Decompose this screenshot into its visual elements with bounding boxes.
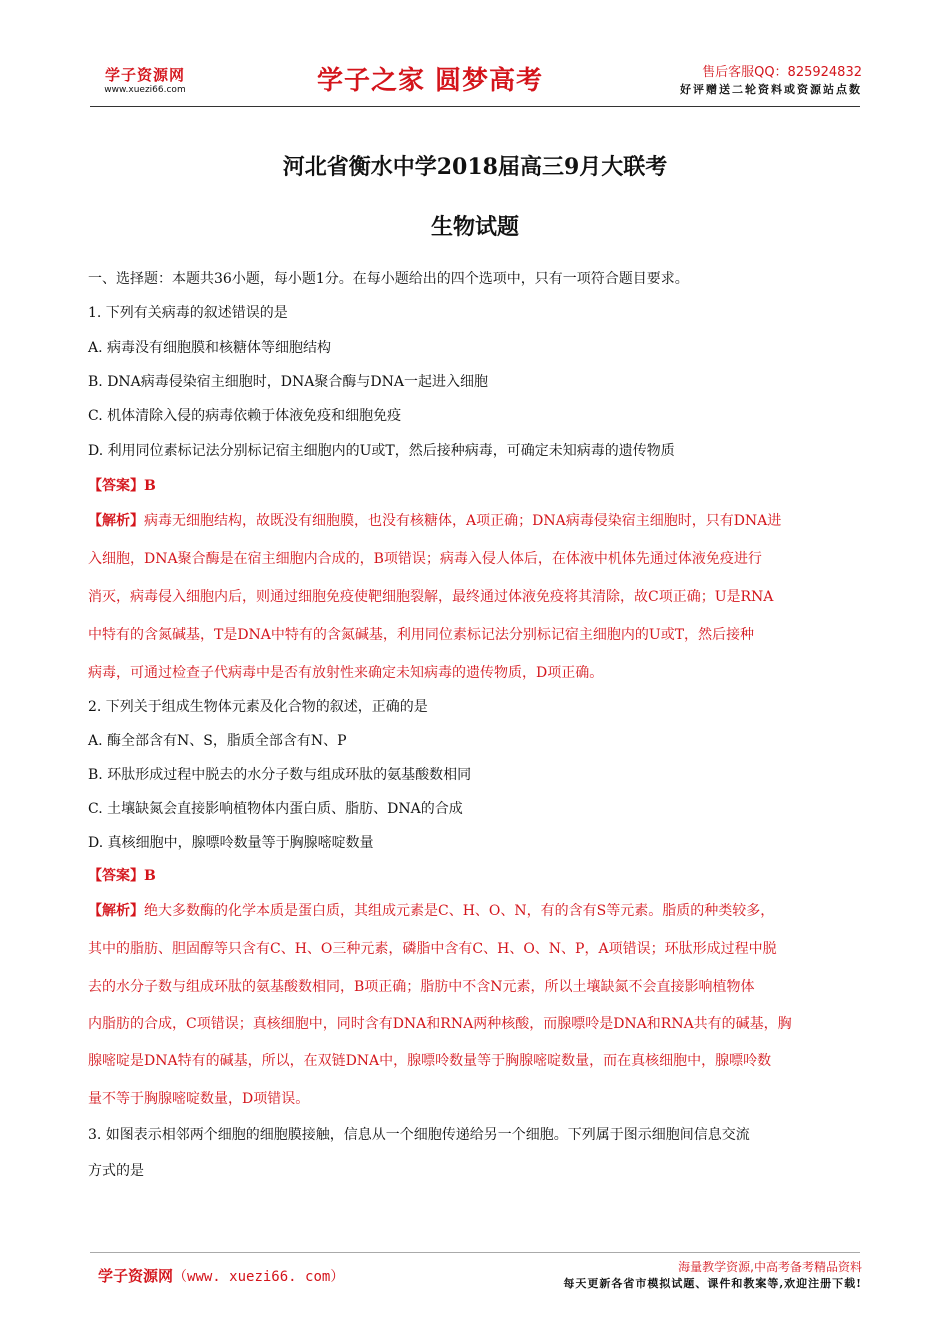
header-brand[interactable]	[90, 66, 200, 96]
analysis-1-line: 入细胞，DNA聚合酶是在宿主细胞内合成的，B项错误；病毒入侵人体后，在体液中机体先通过体液免疫进行	[88, 551, 762, 567]
analysis-2-line: 腺嘧啶是DNA特有的碱基，所以，在双链DNA中，腺嘌呤数量等于胸腺嘧啶数量，而在真核细胞中，腺嘌呤数	[88, 1053, 772, 1069]
question-3-cont: 方式的是	[88, 1163, 144, 1179]
brand-name: 学子资源网	[104, 66, 185, 84]
service-note: 好评赠送二轮资料或资源站点数	[680, 83, 862, 96]
question-3: 3. 如图表示相邻两个细胞的细胞膜接触，信息从一个细胞传递给另一个细胞。下列属于图示细胞间信息交流	[88, 1127, 750, 1143]
option-d: D. 利用同位素标记法分别标记宿主细胞内的U或T，然后接种病毒，可确定未知病毒的遗传物质	[88, 443, 675, 459]
option-c: C. 土壤缺氮会直接影响植物体内蛋白质、脂肪、DNA的合成	[88, 801, 463, 817]
answer-value: B	[144, 868, 156, 884]
answer-2	[88, 865, 868, 887]
header-slogan: 学子之家 圆梦高考	[316, 66, 544, 96]
analysis-1-line: 病毒，可通过检查子代病毒中是否有放射性来确定未知病毒的遗传物质，D项正确。	[88, 665, 604, 681]
page-title: 河北省衡水中学2018届高三9月大联考	[282, 154, 668, 180]
analysis-2-line: 去的水分子数与组成环肽的氨基酸数相同，B项正确；脂肪中不含N元素，所以土壤缺氮不会直接影响植物体	[88, 979, 755, 995]
page-subtitle: 生物试题	[430, 214, 519, 240]
option-a: A. 病毒没有细胞膜和核糖体等细胞结构	[88, 340, 332, 356]
analysis-2-line: 其中的脂肪、胆固醇等只含有C、H、O三种元素，磷脂中含有C、H、O、N、P，A项错误；环肽形成过程中脱	[88, 941, 777, 957]
footer-divider	[90, 1252, 860, 1253]
brand-url[interactable]: www.xuezi66.com	[104, 85, 186, 95]
analysis-2-line: 内脂肪的合成，C项错误；真核细胞中，同时含有DNA和RNA两种核酸，而腺嘌呤是DNA和RNA共有的碱基，胸	[88, 1016, 792, 1032]
option-c: C. 机体清除入侵的病毒依赖于体液免疫和细胞免疫	[88, 408, 402, 424]
analysis-label: 【解析】	[88, 903, 144, 919]
analysis-2-line: 量不等于胸腺嘧啶数量，D项错误。	[88, 1091, 310, 1107]
answer-label: 【答案】	[88, 868, 144, 884]
option-b: B. 环肽形成过程中脱去的水分子数与组成环肽的氨基酸数相同	[88, 767, 472, 783]
analysis-2-line: 【解析】绝大多数酶的化学本质是蛋白质，其组成元素是C、H、O、N，有的含有S等元素。脂质的种类较多，	[88, 903, 775, 919]
section-heading: 一、选择题：本题共36小题，每小题1分。在每小题给出的四个选项中，只有一项符合题目要求。	[88, 271, 689, 287]
option-d: D. 真核细胞中，腺嘌呤数量等于胸腺嘧啶数量	[88, 835, 374, 851]
header-divider	[90, 106, 860, 107]
footer-brand-name: 学子资源网	[98, 1267, 174, 1285]
header-service	[632, 64, 862, 98]
footer-promo	[563, 1258, 862, 1292]
footer-brand[interactable]	[98, 1265, 344, 1286]
question-1: 1. 下列有关病毒的叙述错误的是	[88, 305, 288, 321]
footer-brand-url[interactable]: （www. xuezi66. com）	[173, 1269, 345, 1285]
question-2: 2. 下列关于组成生物体元素及化合物的叙述，正确的是	[88, 699, 428, 715]
answer-1	[88, 475, 868, 497]
service-qq: 售后客服QQ：825924832	[702, 65, 862, 80]
analysis-label: 【解析】	[88, 513, 144, 529]
option-b: B. DNA病毒侵染宿主细胞时，DNA聚合酶与DNA一起进入细胞	[88, 374, 488, 390]
option-a: A. 酶全部含有N、S，脂质全部含有N、P	[88, 733, 347, 749]
footer-promo-line1: 海量教学资源,中高考备考精品资料	[678, 1260, 862, 1274]
analysis-1-line: 消灭，病毒侵入细胞内后，则通过细胞免疫使靶细胞裂解，最终通过体液免疫将其清除，故C项正确；U是RNA	[88, 589, 774, 605]
answer-label: 【答案】	[88, 478, 144, 494]
analysis-1-line: 【解析】病毒无细胞结构，故既没有细胞膜，也没有核糖体，A项正确；DNA病毒侵染宿主细胞时，只有DNA进	[88, 513, 782, 529]
analysis-1-line: 中特有的含氮碱基，T是DNA中特有的含氮碱基，利用同位素标记法分别标记宿主细胞内的U或T，然后接种	[88, 627, 755, 643]
footer-promo-line2: 每天更新各省市模拟试题、课件和教案等,欢迎注册下载!	[563, 1277, 862, 1290]
answer-value: B	[144, 478, 156, 494]
